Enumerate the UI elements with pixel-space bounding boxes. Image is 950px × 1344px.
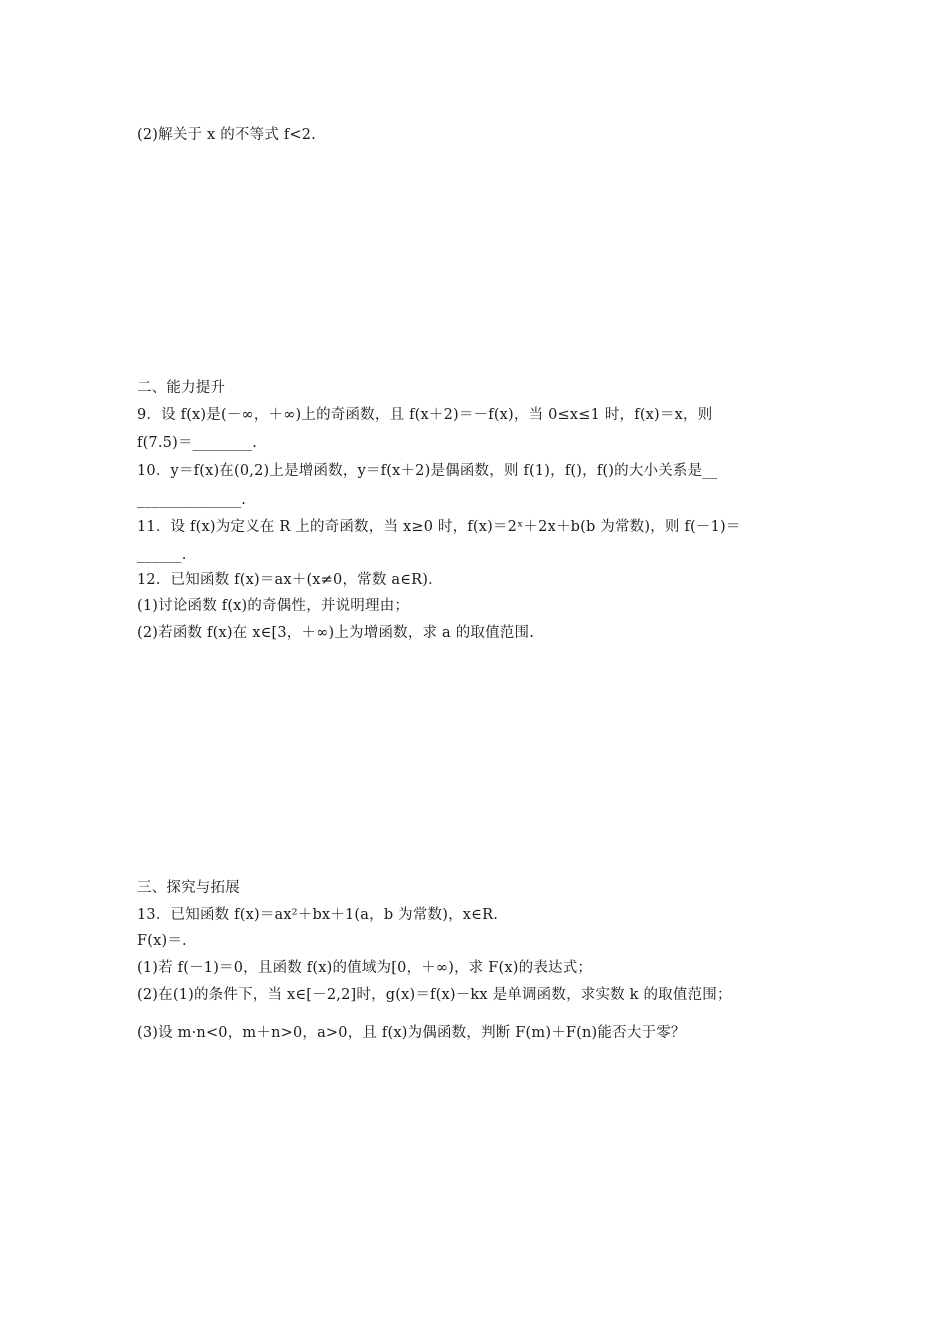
q13-definition: F(x)＝.	[137, 933, 187, 949]
q12-stem: 12．已知函数 f(x)＝ax＋(x≠0，常数 a∈R)．	[137, 572, 443, 588]
q13-subquestion-3: (3)设 m·n<0，m＋n>0，a>0，且 f(x)为偶函数，判断 F(m)＋F(n)能否大于零？	[137, 1025, 686, 1041]
q13-subquestion-2: (2)在(1)的条件下，当 x∈[－2,2]时，g(x)＝f(x)－kx 是单调函数，求实数 k 的取值范围；	[137, 987, 732, 1003]
q12-subquestion-1: (1)讨论函数 f(x)的奇偶性，并说明理由；	[137, 598, 410, 614]
section-3-heading: 三、探究与拓展	[137, 880, 240, 896]
q12-subquestion-2: (2)若函数 f(x)在 x∈[3，＋∞)上为增函数，求 a 的取值范围.	[137, 625, 535, 641]
q9-line-2: f(7.5)＝________.	[137, 435, 258, 451]
q8-subquestion-2: (2)解关于 x 的不等式 f<2.	[137, 127, 316, 143]
q13-stem: 13．已知函数 f(x)＝ax²＋bx＋1(a，b 为常数)，x∈R.	[137, 907, 499, 923]
q11-line-2: ______.	[137, 547, 187, 563]
q13-subquestion-1: (1)若 f(－1)＝0，且函数 f(x)的值域为[0，＋∞)，求 F(x)的表达式；	[137, 960, 593, 976]
q10-line-2: ______________.	[137, 492, 247, 508]
q11-line-1: 11．设 f(x)为定义在 R 上的奇函数，当 x≥0 时，f(x)＝2ˣ＋2x＋b(b 为常数)，则 f(－1)＝	[137, 519, 741, 535]
q10-line-1: 10．y＝f(x)在(0,2)上是增函数，y＝f(x＋2)是偶函数，则 f(1)，f()，f()的大小关系是__	[137, 463, 718, 479]
q9-line-1: 9．设 f(x)是(－∞，＋∞)上的奇函数，且 f(x＋2)＝－f(x)，当 0≤x≤1 时，f(x)＝x，则	[137, 407, 713, 423]
section-2-heading: 二、能力提升	[137, 380, 226, 396]
